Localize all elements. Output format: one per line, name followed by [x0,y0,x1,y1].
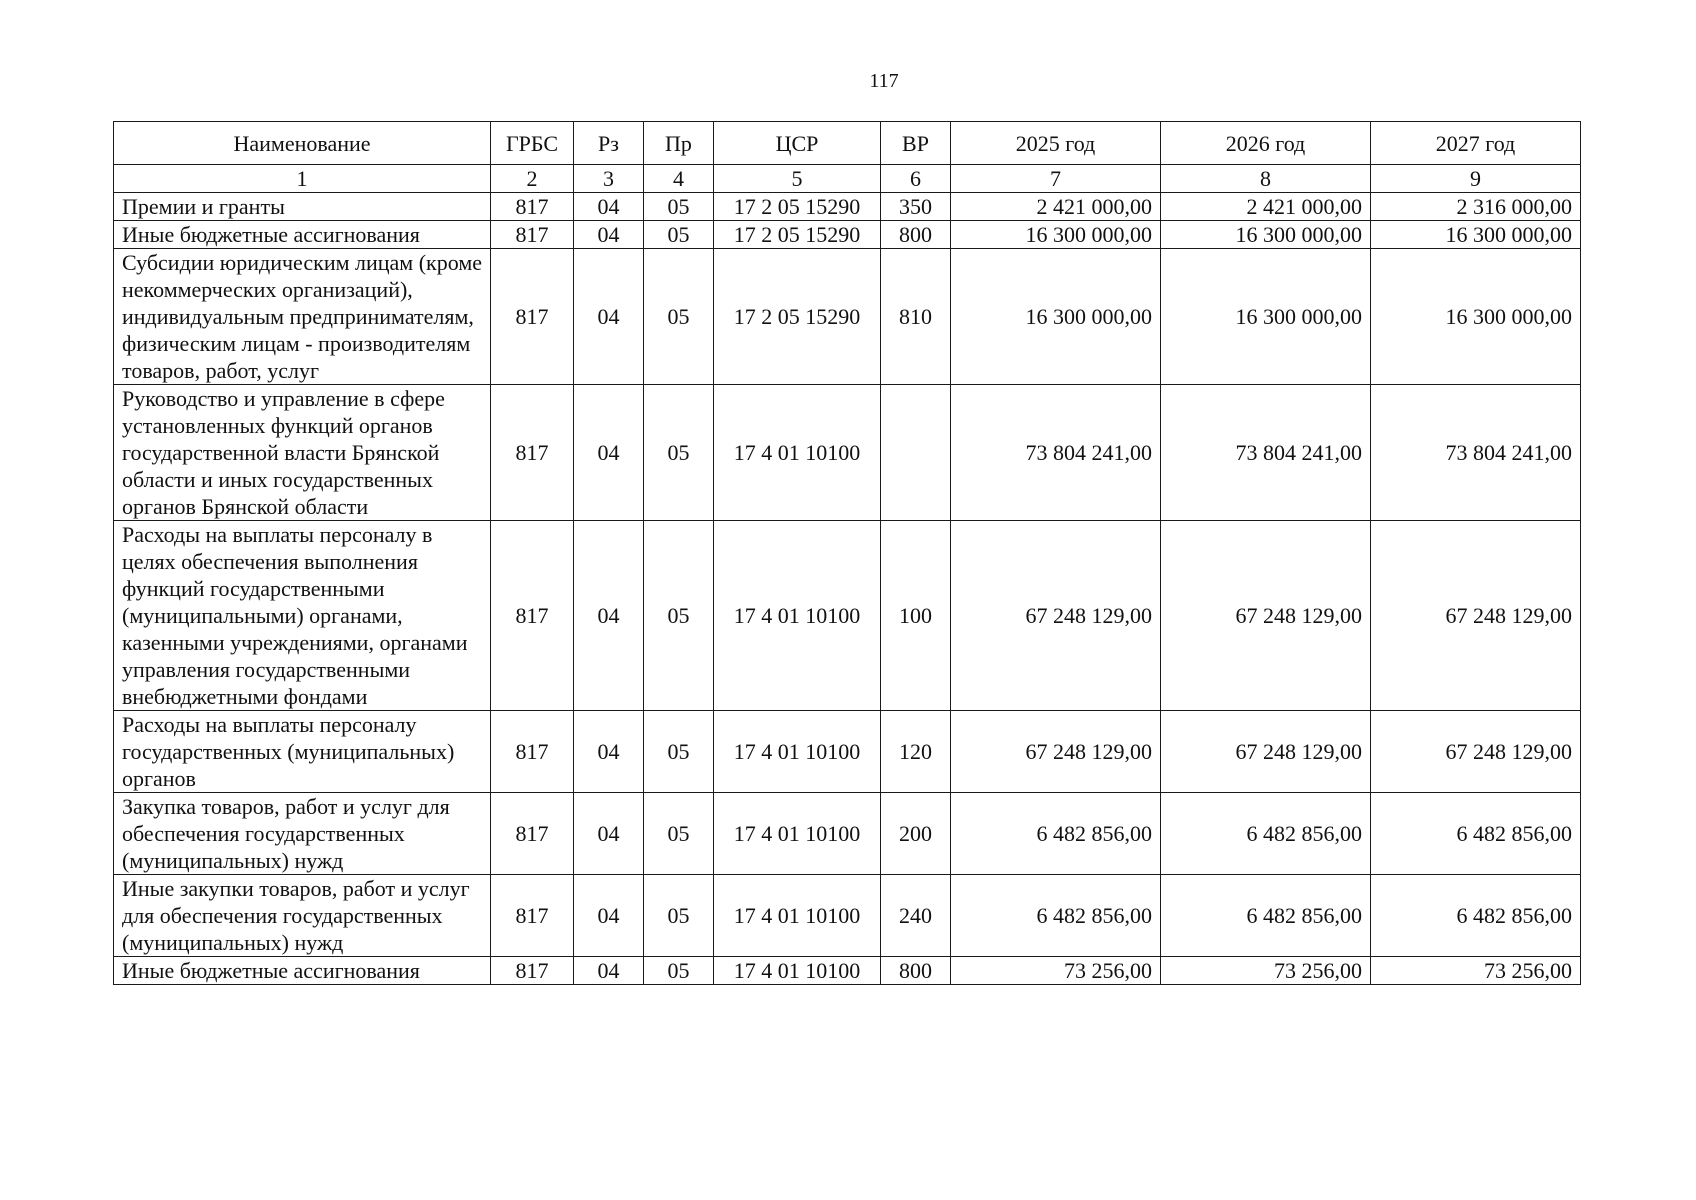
row-2026: 2 421 000,00 [1161,193,1371,221]
row-2027: 2 316 000,00 [1371,193,1581,221]
row-pr: 05 [644,875,714,957]
row-csr: 17 4 01 10100 [714,521,881,711]
column-number: 2 [491,165,574,193]
row-grbs: 817 [491,249,574,385]
row-2027: 67 248 129,00 [1371,711,1581,793]
header-2026: 2026 год [1161,122,1371,165]
header-name: Наименование [114,122,491,165]
row-2025: 16 300 000,00 [951,249,1161,385]
table-row [114,385,1581,521]
row-2025: 73 804 241,00 [951,385,1161,521]
column-number: 5 [714,165,881,193]
header-rz: Рз [574,122,644,165]
row-csr: 17 2 05 15290 [714,249,881,385]
header-pr: Пр [644,122,714,165]
row-csr: 17 4 01 10100 [714,385,881,521]
budget-table [113,121,1581,985]
column-number: 1 [114,165,491,193]
row-2027: 6 482 856,00 [1371,875,1581,957]
table-row [114,793,1581,875]
table-row [114,711,1581,793]
row-pr: 05 [644,957,714,985]
row-vr: 800 [881,221,951,249]
row-csr: 17 4 01 10100 [714,711,881,793]
row-2026: 67 248 129,00 [1161,711,1371,793]
row-2027: 73 804 241,00 [1371,385,1581,521]
row-vr: 100 [881,521,951,711]
row-rz: 04 [574,249,644,385]
row-name: Расходы на выплаты персоналу в целях обеспечения выполнения функций государственными (муниципальными) органами, казенными учреждениями, органами управления государственными внебюджетными фондами [114,521,491,711]
column-number: 9 [1371,165,1581,193]
row-2026: 73 256,00 [1161,957,1371,985]
header-2025: 2025 год [951,122,1161,165]
row-2027: 67 248 129,00 [1371,521,1581,711]
row-grbs: 817 [491,193,574,221]
row-grbs: 817 [491,793,574,875]
row-csr: 17 4 01 10100 [714,875,881,957]
table-row [114,957,1581,985]
table-row [114,521,1581,711]
row-2026: 16 300 000,00 [1161,221,1371,249]
row-grbs: 817 [491,957,574,985]
row-csr: 17 4 01 10100 [714,957,881,985]
row-csr: 17 2 05 15290 [714,221,881,249]
row-2025: 67 248 129,00 [951,711,1161,793]
row-grbs: 817 [491,521,574,711]
row-rz: 04 [574,793,644,875]
column-number: 8 [1161,165,1371,193]
row-name: Иные закупки товаров, работ и услуг для обеспечения государственных (муниципальных) нужд [114,875,491,957]
row-2027: 73 256,00 [1371,957,1581,985]
row-2025: 73 256,00 [951,957,1161,985]
row-2026: 67 248 129,00 [1161,521,1371,711]
header-grbs: ГРБС [491,122,574,165]
row-grbs: 817 [491,875,574,957]
row-name: Закупка товаров, работ и услуг для обеспечения государственных (муниципальных) нужд [114,793,491,875]
column-number: 7 [951,165,1161,193]
row-rz: 04 [574,221,644,249]
row-2026: 6 482 856,00 [1161,793,1371,875]
row-2025: 6 482 856,00 [951,793,1161,875]
row-name: Расходы на выплаты персоналу государственных (муниципальных) органов [114,711,491,793]
row-grbs: 817 [491,385,574,521]
column-number: 4 [644,165,714,193]
table-row [114,193,1581,221]
row-2026: 6 482 856,00 [1161,875,1371,957]
row-name: Иные бюджетные ассигнования [114,957,491,985]
row-rz: 04 [574,193,644,221]
row-grbs: 817 [491,221,574,249]
row-pr: 05 [644,711,714,793]
row-vr: 120 [881,711,951,793]
column-number-row [114,165,1581,193]
row-2025: 2 421 000,00 [951,193,1161,221]
row-vr: 810 [881,249,951,385]
row-vr [881,385,951,521]
row-name: Премии и гранты [114,193,491,221]
row-pr: 05 [644,385,714,521]
table-row [114,249,1581,385]
row-name: Иные бюджетные ассигнования [114,221,491,249]
row-pr: 05 [644,221,714,249]
row-rz: 04 [574,521,644,711]
row-2027: 16 300 000,00 [1371,249,1581,385]
table-row [114,221,1581,249]
row-pr: 05 [644,521,714,711]
row-vr: 800 [881,957,951,985]
row-name: Руководство и управление в сфере установленных функций органов государственной власти Брянской области и иных государственных органов Брянской области [114,385,491,521]
row-name: Субсидии юридическим лицам (кроме некоммерческих организаций), индивидуальным предпринимателям, физическим лицам - производителям товаров, работ, услуг [114,249,491,385]
column-number: 6 [881,165,951,193]
row-rz: 04 [574,875,644,957]
header-csr: ЦСР [714,122,881,165]
row-2026: 16 300 000,00 [1161,249,1371,385]
row-rz: 04 [574,385,644,521]
header-2027: 2027 год [1371,122,1581,165]
column-number: 3 [574,165,644,193]
row-csr: 17 2 05 15290 [714,193,881,221]
table-row [114,875,1581,957]
row-rz: 04 [574,957,644,985]
page-number: 117 [869,70,899,92]
header-vr: ВР [881,122,951,165]
row-2026: 73 804 241,00 [1161,385,1371,521]
row-csr: 17 4 01 10100 [714,793,881,875]
row-2025: 6 482 856,00 [951,875,1161,957]
row-2025: 16 300 000,00 [951,221,1161,249]
row-vr: 240 [881,875,951,957]
row-2027: 16 300 000,00 [1371,221,1581,249]
row-vr: 350 [881,193,951,221]
row-2025: 67 248 129,00 [951,521,1161,711]
row-pr: 05 [644,793,714,875]
row-2027: 6 482 856,00 [1371,793,1581,875]
row-grbs: 817 [491,711,574,793]
row-vr: 200 [881,793,951,875]
row-pr: 05 [644,193,714,221]
row-pr: 05 [644,249,714,385]
row-rz: 04 [574,711,644,793]
header-row [114,122,1581,165]
